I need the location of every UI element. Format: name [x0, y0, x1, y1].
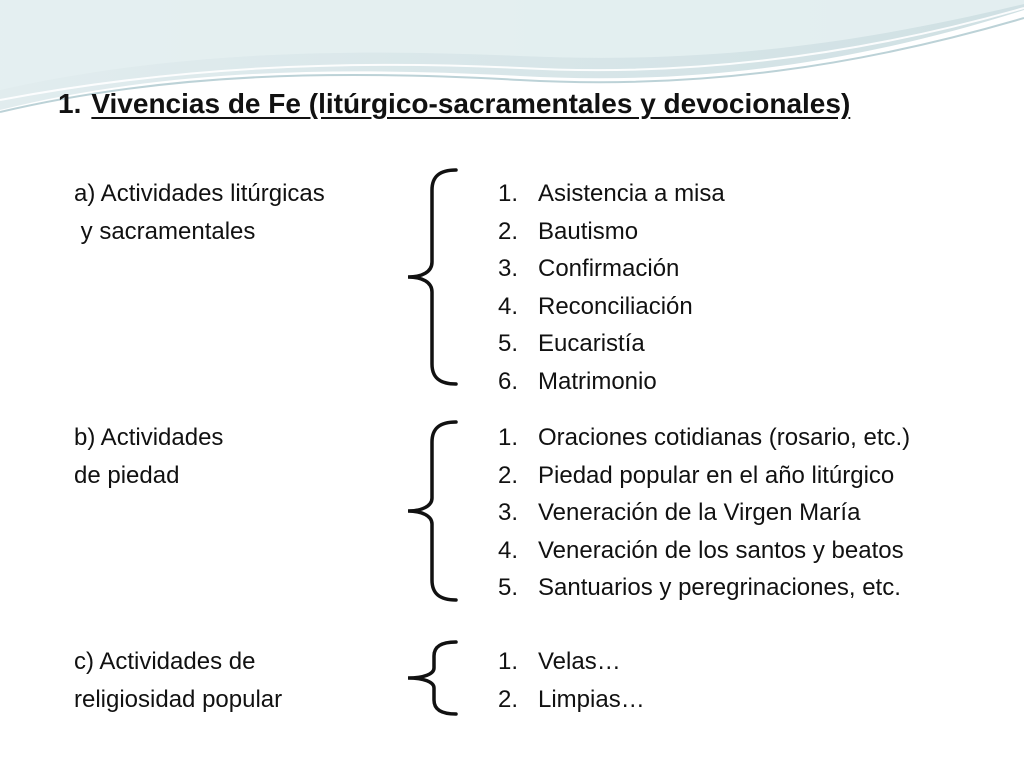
item-number: 1.: [498, 180, 519, 207]
curly-brace-icon: [400, 418, 460, 604]
slide-title: [58, 88, 850, 120]
list-item: [498, 250, 725, 288]
list-item: [498, 213, 725, 251]
section-a-label-line2: y sacramentales: [74, 218, 256, 245]
item-text: Piedad popular en el año litúrgico: [538, 461, 895, 489]
item-text: Limpias…: [538, 685, 645, 713]
item-number: 2.: [498, 217, 519, 245]
curly-brace-icon: [400, 638, 460, 718]
section-c-label: [74, 643, 282, 719]
title-number: 1.: [58, 88, 82, 119]
section-b-label-line2: de piedad: [74, 462, 180, 489]
item-number: 4.: [498, 536, 519, 564]
item-number: 6.: [498, 367, 519, 395]
item-text: Asistencia a misa: [538, 180, 725, 207]
section-b-list: [498, 419, 910, 607]
list-item: [498, 363, 725, 401]
section-a-label: [74, 175, 325, 251]
item-number: 5.: [498, 330, 519, 357]
item-text: Santuarios y peregrinaciones, etc.: [538, 574, 901, 601]
item-number: 1.: [498, 648, 519, 675]
item-text: Velas…: [538, 648, 621, 675]
item-text: Eucaristía: [538, 330, 645, 357]
list-item: [498, 419, 910, 457]
item-text: Confirmación: [538, 255, 680, 282]
item-text: Bautismo: [538, 217, 639, 245]
list-item: [498, 457, 910, 495]
item-number: 3.: [498, 499, 519, 526]
section-a-label-line1: a) Actividades litúrgicas: [74, 180, 325, 207]
list-item: [498, 288, 725, 326]
section-b-label-line1: b) Actividades: [74, 424, 224, 451]
curly-brace-icon: [400, 166, 460, 388]
item-text: Reconciliación: [538, 292, 693, 320]
item-number: 3.: [498, 255, 519, 282]
list-item: [498, 681, 645, 719]
list-item: [498, 325, 725, 363]
item-number: 1.: [498, 424, 519, 451]
section-c-list: [498, 643, 645, 718]
item-text: Veneración de la Virgen María: [538, 499, 861, 526]
list-item: [498, 532, 910, 570]
section-a-list: [498, 175, 725, 400]
item-text: Matrimonio: [538, 367, 657, 395]
section-b-label: [74, 419, 223, 495]
list-item: [498, 569, 910, 607]
list-item: [498, 494, 910, 532]
item-text: Veneración de los santos y beatos: [538, 536, 904, 564]
section-c-label-line2: religiosidad popular: [74, 686, 283, 713]
list-item: [498, 643, 645, 681]
section-c-label-line1: c) Actividades de: [74, 648, 256, 675]
title-text: Vivencias de Fe (litúrgico-sacramentales y devocionales): [91, 88, 851, 119]
item-number: 5.: [498, 574, 519, 601]
item-text: Oraciones cotidianas (rosario, etc.): [538, 424, 911, 451]
list-item: [498, 175, 725, 213]
item-number: 2.: [498, 461, 519, 489]
item-number: 2.: [498, 685, 519, 713]
item-number: 4.: [498, 292, 519, 320]
